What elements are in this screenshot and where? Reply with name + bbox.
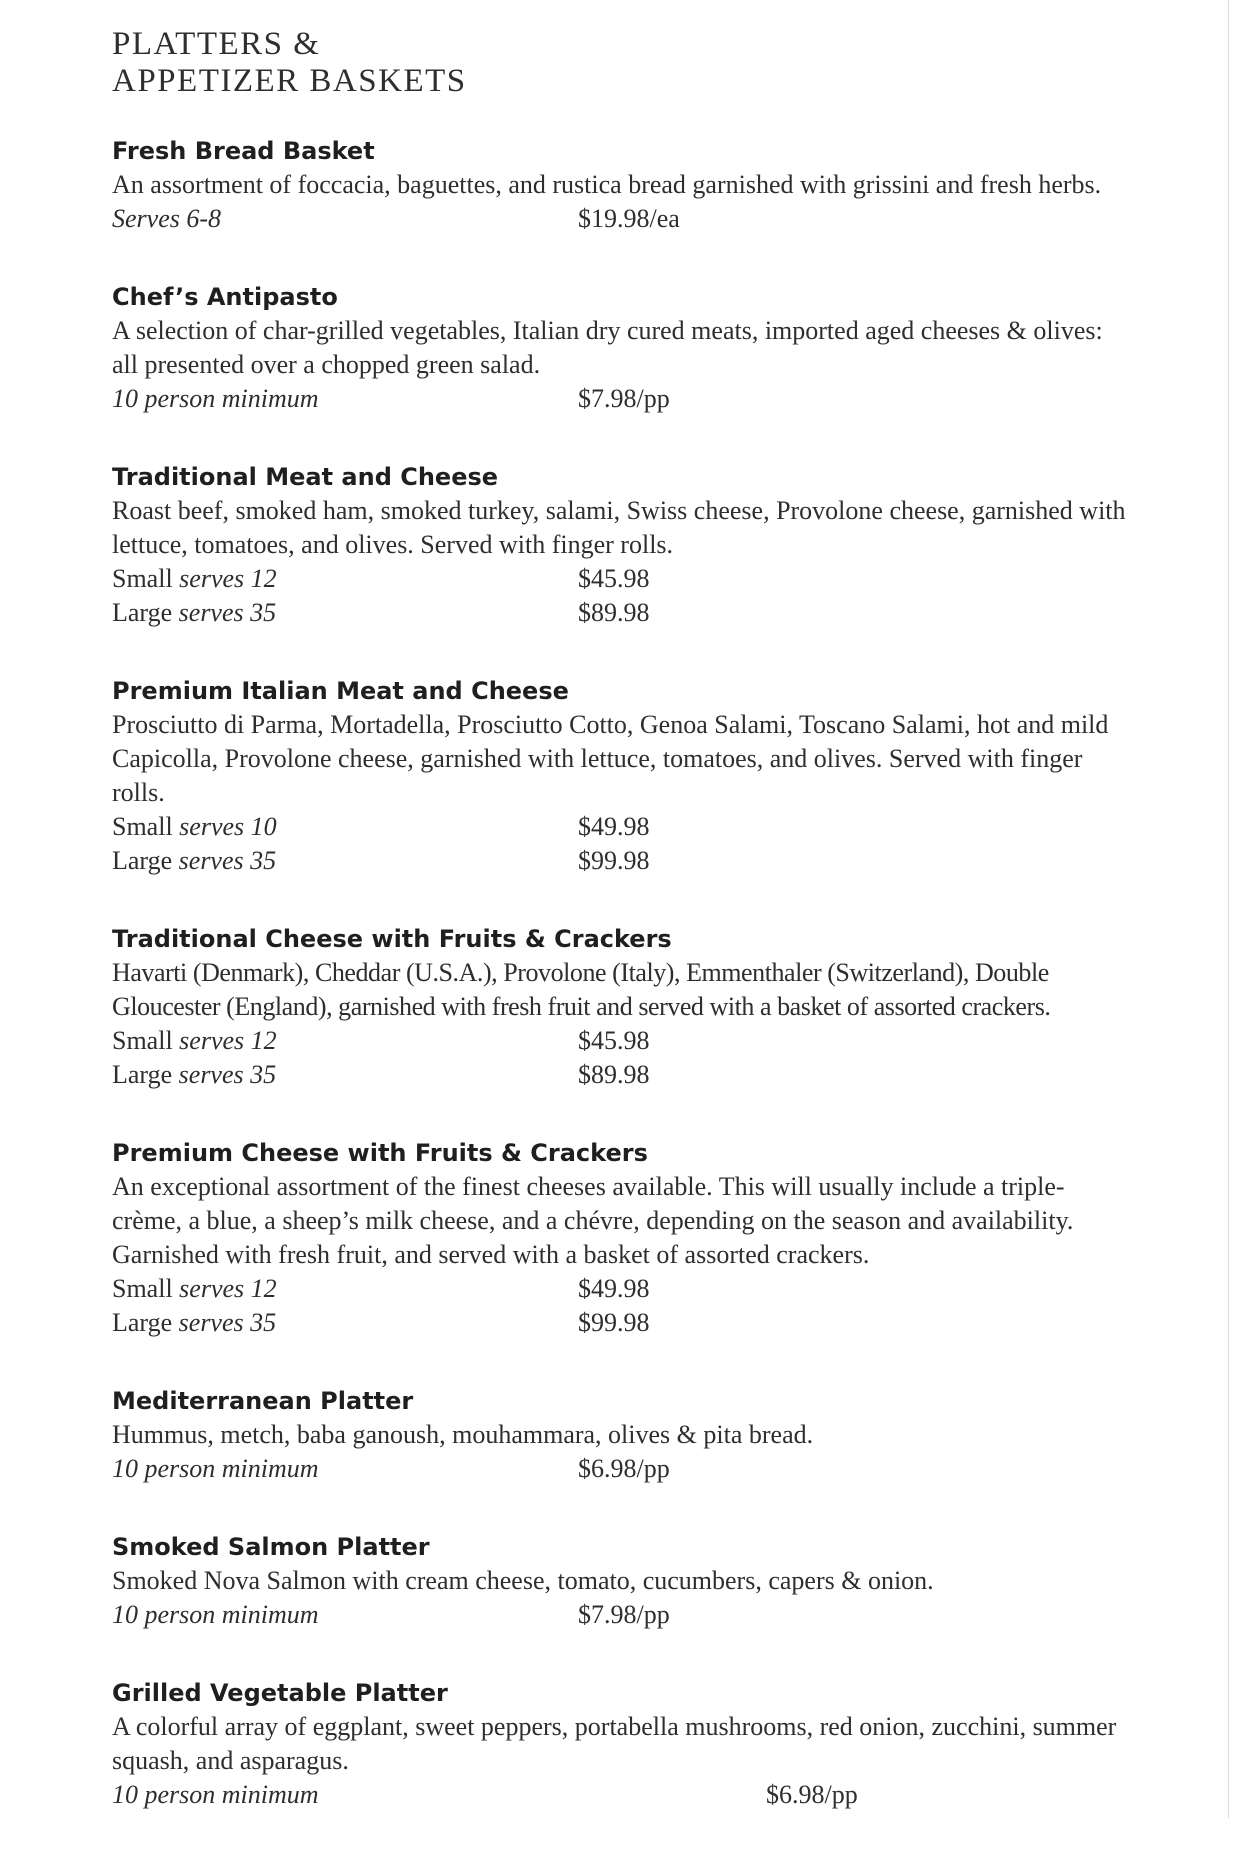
price-row <box>112 202 1132 236</box>
item-description: Havarti (Denmark), Cheddar (U.S.A.), Provolone (Italy), Emmenthaler (Switzerland), Double Gloucester (England), garnished with fresh fruit and served with a basket of assorted crackers. <box>112 958 1051 1021</box>
item-price: $49.98 <box>578 812 650 841</box>
serves-label: serves 12 <box>179 1026 277 1055</box>
item-price: $99.98 <box>578 846 650 875</box>
size-label: Large <box>112 598 173 627</box>
size-label: Small <box>112 1274 173 1303</box>
serves-label: serves 35 <box>178 1308 277 1337</box>
serves-label: serves 10 <box>179 812 277 841</box>
price-row <box>112 1778 1132 1812</box>
item-name: Premium Cheese with Fruits & Crackers <box>112 1139 648 1167</box>
size-label: Large <box>112 1060 173 1089</box>
item-price: $89.98 <box>578 598 650 627</box>
menu-item-traditional-cheese-with-fruits <box>112 922 1132 1092</box>
price-row-small <box>112 1024 1132 1058</box>
page-edge <box>1228 0 1229 1818</box>
item-name: Traditional Meat and Cheese <box>112 463 499 491</box>
menu-items <box>112 134 1132 1812</box>
item-name: Fresh Bread Basket <box>112 137 375 165</box>
item-description: A selection of char-grilled vegetables, Italian dry cured meats, imported aged cheeses & olives: all presented over a chopped green salad. <box>112 316 1103 379</box>
item-description: An exceptional assortment of the finest cheeses available. This will usually include a triple-crème, a blue, a sheep’s milk cheese, and a chévre, depending on the season and availability. Garnished with fresh fruit, and served with a basket of assorted crackers. <box>112 1172 1074 1269</box>
price-row-large <box>112 596 1132 630</box>
item-price: $45.98 <box>578 1026 650 1055</box>
size-label: Large <box>112 846 173 875</box>
item-price: $99.98 <box>578 1308 650 1337</box>
price-row-small <box>112 810 1132 844</box>
price-row <box>112 382 1132 416</box>
item-description: Hummus, metch, baba ganoush, mouhammara, olives & pita bread. <box>112 1420 814 1449</box>
size-label: Small <box>112 1026 173 1055</box>
item-name: Traditional Cheese with Fruits & Crackers <box>112 925 672 953</box>
size-label: Large <box>112 1308 173 1337</box>
menu-item-fresh-bread-basket <box>112 134 1132 236</box>
menu-item-premium-cheese-with-fruits <box>112 1136 1132 1340</box>
item-name: Premium Italian Meat and Cheese <box>112 677 569 705</box>
item-price: $89.98 <box>578 1060 650 1089</box>
item-name: Smoked Salmon Platter <box>112 1533 430 1561</box>
item-name: Chef’s Antipasto <box>112 283 338 311</box>
size-label: Small <box>112 564 173 593</box>
serves-label: serves 12 <box>179 564 277 593</box>
section-title-line-1: PLATTERS & <box>112 26 321 62</box>
price-row-small <box>112 1272 1132 1306</box>
item-name: Grilled Vegetable Platter <box>112 1679 448 1707</box>
serving-note: Serves 6-8 <box>112 204 222 233</box>
price-row-large <box>112 844 1132 878</box>
item-name: Mediterranean Platter <box>112 1387 414 1415</box>
menu-item-premium-italian-meat-and-cheese <box>112 674 1132 878</box>
menu-page <box>112 26 1132 1856</box>
menu-item-chefs-antipasto <box>112 280 1132 416</box>
menu-item-mediterranean-platter <box>112 1384 1132 1486</box>
section-title <box>112 26 1132 100</box>
item-description: A colorful array of eggplant, sweet peppers, portabella mushrooms, red onion, zucchini, summer squash, and asparagus. <box>112 1712 1117 1775</box>
item-price: $6.98/pp <box>578 1454 670 1483</box>
section-title-line-2: APPETIZER BASKETS <box>112 63 467 99</box>
menu-item-grilled-vegetable-platter <box>112 1676 1132 1812</box>
item-price: $6.98/pp <box>766 1780 858 1809</box>
item-description: An assortment of foccacia, baguettes, and rustica bread garnished with grissini and fresh herbs. <box>112 170 1102 199</box>
serves-label: serves 35 <box>178 598 277 627</box>
item-description: Prosciutto di Parma, Mortadella, Prosciutto Cotto, Genoa Salami, Toscano Salami, hot and mild Capicolla, Provolone cheese, garnished with lettuce, tomatoes, and olives. Served with finger rolls. <box>112 710 1109 807</box>
serving-note: 10 person minimum <box>112 1780 319 1809</box>
serves-label: serves 12 <box>179 1274 277 1303</box>
item-price: $7.98/pp <box>578 1600 670 1629</box>
serves-label: serves 35 <box>178 846 277 875</box>
price-row-large <box>112 1306 1132 1340</box>
item-price: $7.98/pp <box>578 384 670 413</box>
item-price: $49.98 <box>578 1274 650 1303</box>
item-description: Roast beef, smoked ham, smoked turkey, salami, Swiss cheese, Provolone cheese, garnished with lettuce, tomatoes, and olives. Served with finger rolls. <box>112 496 1126 559</box>
price-row-small <box>112 562 1132 596</box>
item-price: $19.98/ea <box>578 204 680 233</box>
serves-label: serves 35 <box>178 1060 277 1089</box>
serving-note: 10 person minimum <box>112 1600 319 1629</box>
serving-note: 10 person minimum <box>112 384 319 413</box>
menu-item-traditional-meat-and-cheese <box>112 460 1132 630</box>
item-price: $45.98 <box>578 564 650 593</box>
serving-note: 10 person minimum <box>112 1454 319 1483</box>
size-label: Small <box>112 812 173 841</box>
price-row <box>112 1598 1132 1632</box>
item-description: Smoked Nova Salmon with cream cheese, tomato, cucumbers, capers & onion. <box>112 1566 934 1595</box>
price-row-large <box>112 1058 1132 1092</box>
menu-item-smoked-salmon-platter <box>112 1530 1132 1632</box>
price-row <box>112 1452 1132 1486</box>
